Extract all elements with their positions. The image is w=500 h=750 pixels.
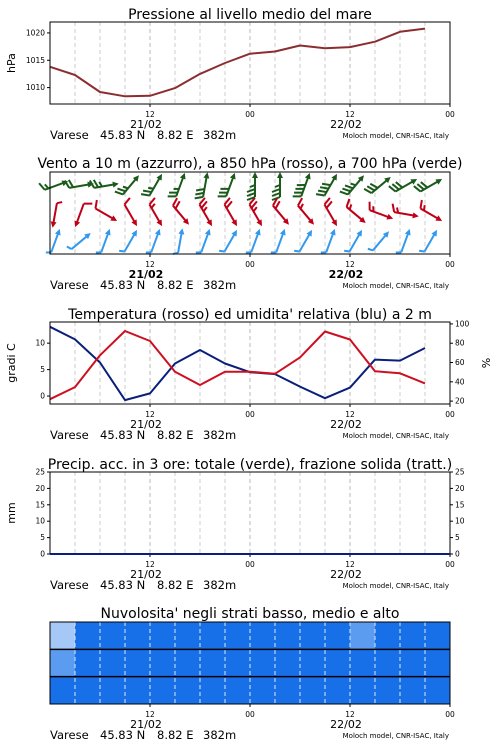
barb-feather [148,198,156,205]
barb-head [330,228,338,236]
wind-barb [271,227,288,255]
wind-barb [50,201,63,229]
station-name: Varese [50,128,89,142]
cloud-cell [325,649,350,676]
barb-head [205,228,213,236]
x-tick-label: 00 [445,110,455,119]
barb-half-feather [67,245,72,250]
cloud-cell [225,649,250,676]
x-tick-label: 00 [245,110,255,119]
barb-head [256,219,264,227]
barb-head [72,220,80,228]
y-tick-label: 15 [35,500,45,510]
cloud-cell [225,622,250,649]
wind-barb [195,198,219,228]
barb-shaft [151,232,159,253]
barb-head [156,172,164,180]
cloud-cell [300,622,325,649]
cloud-cell [175,622,200,649]
temp_rh-ylabel: gradi C [5,343,18,383]
cloud-cell [350,622,375,649]
credit-label: Moloch model, CNR-ISAC, Italy [342,282,449,290]
credit-label: Moloch model, CNR-ISAC, Italy [342,582,449,590]
barb-shaft [125,204,136,223]
cloud-cell [425,649,450,676]
cloud-cell [350,649,375,676]
barb-half-feather [344,249,349,253]
y-right-tick-label: 40 [455,377,465,387]
wind-barb [168,170,188,200]
barb-feather [272,193,280,196]
cloud-cell [425,622,450,649]
barb-head [231,228,239,236]
cloud-cell [375,677,400,704]
wind-barb [196,227,213,255]
cloud-cell [275,622,300,649]
barb-head [180,172,188,180]
barb-shaft [51,232,59,253]
barb-head [255,228,263,236]
station-lon: 8.82 E [157,428,194,442]
barb-head [203,172,210,179]
cloud-cell [200,649,225,676]
x-tick-label: 12 [145,560,155,569]
cloud-cell [200,677,225,704]
cloud-cell [275,649,300,676]
wind-barb [146,227,163,255]
wind-barb [46,227,63,255]
cloud-cell [200,622,225,649]
wind-barb [245,198,269,228]
barb-shaft [72,235,89,249]
y-tick-label: 1015 [25,55,45,65]
y-tick-label: 1010 [25,83,45,93]
barb-shaft [201,232,209,253]
station-name: Varese [50,578,89,592]
wind-barb [218,170,238,200]
cloud-cell [150,649,175,676]
wind-barb [119,227,139,254]
wind-barb [247,172,258,200]
cloud-cell [375,649,400,676]
cloud-cell [300,649,325,676]
barb-feather [391,204,395,212]
wind-barb [294,227,314,254]
temp_rh-ylabel-right: % [480,357,493,369]
cloud-cell [100,622,125,649]
cloud-cell [225,677,250,704]
y-tick-label: 25 [35,467,45,477]
y-right-tick-label: 20 [455,396,465,406]
date-label: 21/02 [130,118,162,131]
y-right-tick-label: 60 [455,358,465,368]
pressure-frame [50,22,450,104]
barb-shaft [350,232,361,251]
barb-feather [195,195,203,199]
y-right-tick-label: 25 [455,467,465,477]
barb-head [252,172,258,178]
x-tick-label: 12 [145,260,155,269]
wind-barb [414,172,444,196]
x-tick-label: 00 [245,560,255,569]
wind-barb [246,227,263,255]
y-right-tick-label: 100 [455,319,470,329]
y-right-tick-label: 5 [455,533,460,543]
barb-feather [367,202,373,211]
cloud-cell [50,649,75,676]
barb-shaft [125,232,136,251]
date-label: 22/02 [330,418,362,431]
station-lon: 8.82 E [157,728,194,742]
wind-barb [65,176,94,192]
y-tick-label: 10 [35,338,45,348]
x-tick-label: 00 [445,260,455,269]
credit-label: Moloch model, CNR-ISAC, Italy [342,732,449,740]
wind-barb [169,198,195,227]
barb-half-feather [294,249,299,253]
x-tick-label: 00 [245,710,255,719]
barb-shaft [251,232,259,253]
pressure-line [50,29,425,97]
barb-half-feather [119,249,124,253]
credit-label: Moloch model, CNR-ISAC, Italy [342,432,449,440]
y-tick-label: 10 [35,516,45,526]
station-lon: 8.82 E [157,278,194,292]
wind-barb [316,170,340,200]
y-right-tick-label: 20 [455,483,465,493]
cloud-cell [250,622,275,649]
cloud-cell [175,677,200,704]
cloud-cell [175,649,200,676]
barb-shaft [300,232,311,251]
barb-half-feather [419,249,424,253]
barb-shaft [178,231,182,253]
station-name: Varese [50,428,89,442]
cloud-cell [125,677,150,704]
barb-feather [84,201,93,207]
barb-half-feather [57,201,62,204]
barb-head [435,215,443,223]
barb-head [386,214,394,222]
station-alt: 382m [203,278,237,292]
barb-head [55,228,63,236]
y-tick-label: 5 [40,533,45,543]
barb-head [331,219,339,227]
cloud-cell [375,622,400,649]
x-tick-label: 12 [345,560,355,569]
wind-barb [366,202,396,222]
wind-barb [293,170,313,200]
y-right-tick-label: 80 [455,338,465,348]
x-tick-label: 12 [345,110,355,119]
x-tick-label: 00 [445,410,455,419]
barb-head [435,176,443,184]
barb-shaft [95,209,114,220]
station-lat: 45.83 N [100,578,146,592]
x-tick-label: 00 [245,410,255,419]
x-tick-label: 12 [145,110,155,119]
wind-barb [342,199,371,225]
x-tick-label: 12 [345,410,355,419]
barb-feather [247,189,255,192]
station-alt: 382m [203,428,237,442]
station-alt: 382m [203,728,237,742]
barb-head [156,219,164,227]
wind-barb [321,227,338,255]
x-tick-label: 12 [145,410,155,419]
precip-frame [50,472,450,554]
cloud-cell [50,677,75,704]
y-tick-label: 20 [35,483,45,493]
x-tick-label: 12 [145,710,155,719]
barb-head [131,228,139,236]
precip-ylabel: mm [5,502,18,524]
station-lat: 45.83 N [100,428,146,442]
cloud-cell [125,649,150,676]
wind-barb [67,229,93,252]
wind-barb [269,198,295,227]
barb-head [110,215,118,223]
date-label: 22/02 [330,568,362,581]
y-right-tick-label: 10 [455,516,465,526]
credit-label: Moloch model, CNR-ISAC, Italy [342,132,449,140]
date-label: 22/02 [328,268,364,281]
barb-head [356,228,364,236]
barb-shaft [225,232,236,251]
wind-barb [141,170,165,200]
date-label: 21/02 [130,568,162,581]
station-alt: 382m [203,578,237,592]
barb-shaft [276,232,284,253]
cloud-cell [250,677,275,704]
barb-half-feather [219,249,224,253]
y-right-tick-label: 0 [455,549,460,559]
barb-shaft [425,232,436,251]
barb-head [131,219,139,227]
x-tick-label: 12 [345,260,355,269]
x-tick-label: 12 [345,710,355,719]
station-lon: 8.82 E [157,128,194,142]
barb-shaft [401,232,409,253]
cloud-cell [75,622,100,649]
cloud-cell [400,649,425,676]
barb-feather [272,189,280,192]
barb-head [50,221,57,228]
wind-barb [294,198,320,227]
x-tick-label: 00 [445,560,455,569]
wind-barb [90,176,119,192]
barb-feather [123,198,131,205]
station-lon: 8.82 E [157,578,194,592]
wind-barb [91,200,121,224]
wind-barb [96,227,113,255]
wind-barb [272,172,283,200]
wind-barb [419,227,439,254]
barb-head [412,212,419,219]
cloud-cell [150,622,175,649]
cloud-cell [400,622,425,649]
wind-barb [368,228,391,254]
cloud-cell [100,649,125,676]
barb-feather [247,193,255,196]
y-tick-label: 0 [40,549,45,559]
pressure-ylabel: hPa [5,53,18,73]
wind-barb [220,198,244,228]
barb-head [105,228,113,236]
y-tick-label: 1020 [25,28,45,38]
cloud-cell [325,677,350,704]
cloud-cell [350,677,375,704]
panel-wind [37,156,462,292]
wind-barb [416,200,446,224]
panel-temp_rh [5,307,493,442]
cloud-cell [75,649,100,676]
temp_rh-title: Temperatura (rosso) ed umidita' relativa (blu) a 2 m [68,307,432,323]
cloud-cell [100,677,125,704]
cloud-cell [275,677,300,704]
barb-feather [93,200,100,208]
barb-head [431,228,439,236]
cloud-cell [50,622,75,649]
cloud-cell [250,649,275,676]
barb-head [305,172,313,180]
panel-clouds [50,606,455,742]
wind-barb [344,227,364,254]
barb-shaft [76,204,84,225]
date-label: 21/02 [128,268,164,281]
wind-barb [145,198,169,228]
station-name: Varese [50,278,89,292]
y-tick-label: 5 [40,365,45,375]
pressure-title: Pressione al livello medio del mare [128,7,372,23]
station-alt: 382m [203,128,237,142]
barb-shaft [53,203,57,225]
wind-barb [115,170,141,199]
wind-title: Vento a 10 m (azzurro), a 850 hPa (rosso), a 700 hPa (verde) [37,156,463,172]
date-label: 22/02 [330,718,362,731]
barb-head [277,172,283,178]
wind-barb [391,204,420,220]
barb-head [306,228,314,236]
cloud-cell [125,622,150,649]
cloud-cell [400,677,425,704]
wind-barb [364,171,393,197]
barb-head [410,176,418,184]
wind-barb [219,227,239,254]
cloud-cell [300,677,325,704]
cloud-cell [425,677,450,704]
barb-head [178,228,185,235]
date-label: 21/02 [130,418,162,431]
station-lat: 45.83 N [100,128,146,142]
wind-barb [340,170,366,199]
barb-head [331,172,339,180]
barb-head [206,219,214,227]
panel-pressure [5,7,455,142]
barb-shaft [326,232,334,253]
barb-head [230,172,238,180]
wind-barb [39,174,69,194]
barb-head [112,181,119,188]
temp_rh-frame [50,322,450,404]
station-lat: 45.83 N [100,728,146,742]
wind-barb [320,198,344,228]
y-right-tick-label: 15 [455,500,465,510]
precip-title: Precip. acc. in 3 ore: totale (verde), frazione solida (tratt.) [47,457,453,473]
barb-head [231,219,239,227]
station-lat: 45.83 N [100,278,146,292]
barb-head [405,228,413,236]
y-tick-label: 0 [40,391,45,401]
station-name: Varese [50,728,89,742]
wind-barb [396,227,413,255]
barb-half-feather [299,204,304,209]
barb-shaft [101,232,109,253]
barb-feather [39,182,45,191]
x-tick-label: 00 [245,260,255,269]
date-label: 22/02 [330,118,362,131]
cloud-cell [150,677,175,704]
barb-head [280,228,288,236]
wind-barb [195,171,211,200]
barb-half-feather [368,247,373,252]
clouds-title: Nuvolosita' negli strati basso, medio e alto [100,606,400,622]
x-tick-label: 00 [445,710,455,719]
wind-barb [389,172,419,196]
cloud-cell [75,677,100,704]
wind-barb [120,198,144,228]
cloud-cell [325,622,350,649]
barb-head [155,228,163,236]
date-label: 21/02 [130,718,162,731]
panel-precip [5,457,465,592]
